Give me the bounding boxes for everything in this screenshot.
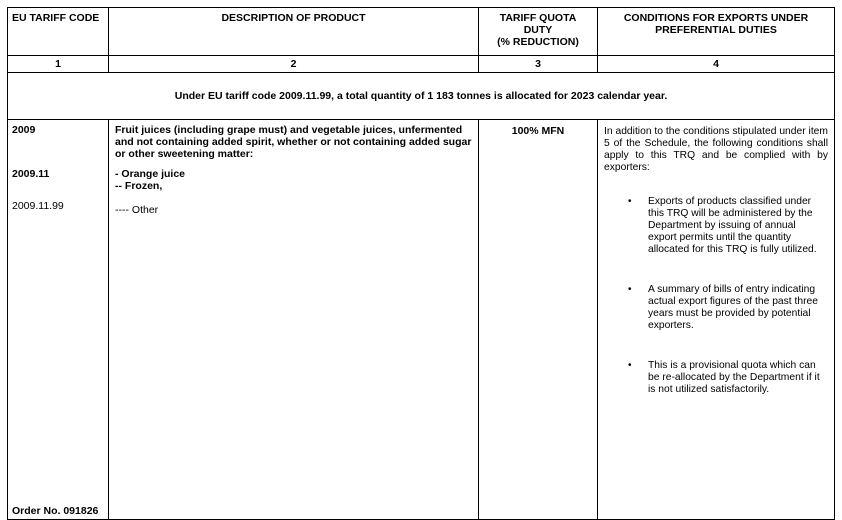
product-description-heading: Fruit juices (including grape must) and vegetable juices, unfermented and not containing added spirit, whether or not containing added sugar or other sweetening matter: [115, 124, 472, 160]
tariff-code-line: 2009.11.99 [12, 200, 64, 212]
product-description-cell [109, 120, 479, 520]
header-tariff-quota [479, 8, 598, 56]
conditions-cell [598, 120, 835, 520]
tariff-code-cell [8, 120, 109, 520]
duty-value: 100% MFN [511, 125, 565, 137]
header-tariff-quota-line1: TARIFF QUOTA [499, 12, 577, 24]
condition-text: This is a provisional quota which can be re-allocated by the Department if it is not utilized satisfactorily. [648, 360, 820, 395]
duty-cell [479, 120, 598, 520]
conditions-intro: In addition to the conditions stipulated under item 5 of the Schedule, the following conditions shall apply to this TRQ and be complied with by exporters: [604, 126, 828, 173]
product-description-sub-a: - Orange juice [115, 168, 186, 180]
bullet-icon: • [628, 360, 632, 371]
condition-item [628, 360, 828, 396]
column-number-4: 4 [598, 56, 835, 73]
condition-item [628, 196, 828, 256]
allocation-note: Under EU tariff code 2009.11.99, a total quantity of 1 183 tonnes is allocated for 2023 calendar year. [8, 73, 835, 120]
header-row [8, 8, 835, 56]
tariff-body-row [8, 120, 835, 520]
bullet-icon: • [628, 284, 632, 295]
header-conditions-line1: CONDITIONS FOR EXPORTS UNDER [623, 12, 809, 24]
tariff-code-subheading: 2009.11 [12, 168, 50, 180]
header-tariff-quota-line3: (% REDUCTION) [497, 36, 579, 48]
column-number-2: 2 [109, 56, 479, 73]
condition-text: A summary of bills of entry indicating actual export figures of the past three years must be provided by potential exporters. [648, 284, 818, 331]
tariff-code-heading: 2009 [12, 124, 36, 136]
product-description-leaf: ---- Other [115, 204, 159, 216]
condition-text: Exports of products classified under this TRQ will be administered by the Department by issuing of annual export permits until the quantity allocated for this TRQ is fully utilized. [648, 196, 817, 255]
condition-item [628, 284, 828, 332]
header-conditions [598, 8, 835, 56]
conditions-list [604, 196, 828, 396]
allocation-note-row [8, 73, 835, 120]
header-conditions-line2: PREFERENTIAL DUTIES [655, 24, 777, 36]
tariff-table [7, 7, 835, 520]
bullet-icon: • [628, 196, 632, 207]
header-tariff-quota-line2: DUTY [523, 24, 553, 36]
header-eu-tariff-code: EU TARIFF CODE [8, 8, 109, 56]
order-number: Order No. 091826 [12, 505, 99, 517]
product-description-sub-b: -- Frozen, [115, 180, 163, 192]
column-number-3: 3 [479, 56, 598, 73]
column-number-row [8, 56, 835, 73]
column-number-1: 1 [8, 56, 109, 73]
header-description: DESCRIPTION OF PRODUCT [109, 8, 479, 56]
